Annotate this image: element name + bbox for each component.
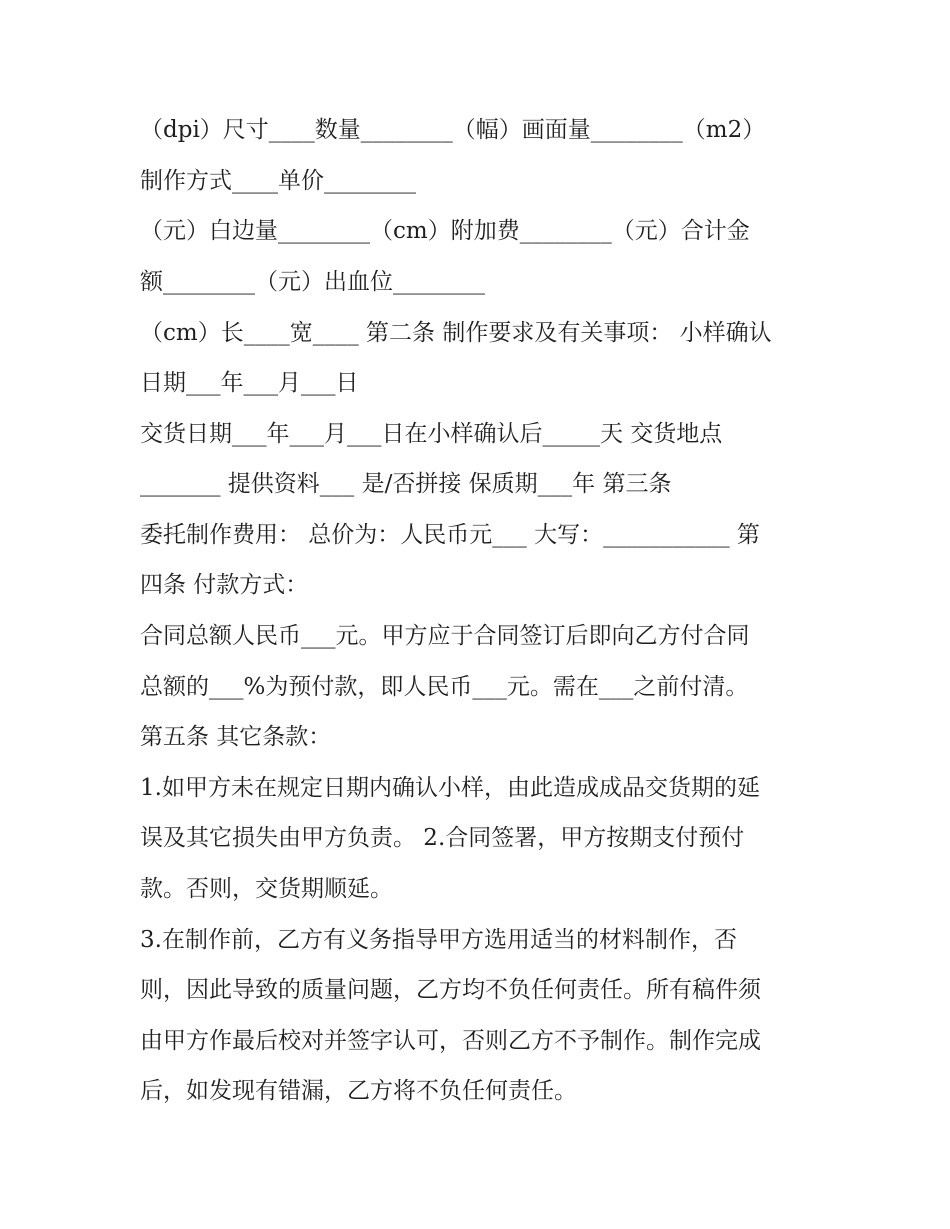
text-line-20: 后，如发现有错漏，乙方将不负任何责任。: [140, 1078, 577, 1104]
text-line-11: 合同总额人民币___元。甲方应于合同签订后即向乙方付合同: [140, 623, 750, 649]
text-line-14: 1.如甲方未在规定日期内确认小样，由此造成成品交货期的延: [140, 775, 760, 801]
text-line-3: （元）白边量________（cm）附加费________（元）合计金: [140, 218, 750, 244]
text-line-18: 则，因此导致的质量问题，乙方均不负任何责任。所有稿件须: [140, 977, 761, 1003]
text-line-1: （dpi）尺寸____数量________（幅）画面量________（m2）: [140, 117, 766, 143]
text-line-17: 3.在制作前，乙方有义务指导甲方选用适当的材料制作，否: [140, 927, 737, 953]
text-line-16: 款。否则，交货期顺延。: [140, 876, 393, 902]
text-line-4: 额________（元）出血位________: [140, 269, 485, 295]
text-line-6: 日期___年___月___日: [140, 370, 359, 396]
text-line-9: 委托制作费用： 总价为：人民币元___ 大写：___________ 第: [140, 522, 760, 548]
text-line-8: _______ 提供资料___ 是/否拼接 保质期___年 第三条: [140, 471, 672, 497]
text-line-10: 四条 付款方式：: [140, 572, 309, 598]
text-line-7: 交货日期___年___月___日在小样确认后_____天 交货地点: [140, 421, 723, 447]
text-line-19: 由甲方作最后校对并签字认可，否则乙方不予制作。制作完成: [140, 1028, 761, 1054]
text-line-5: （cm）长____宽____ 第二条 制作要求及有关事项： 小样确认: [140, 320, 772, 346]
text-line-15: 误及其它损失由甲方负责。 2.合同签署，甲方按期支付预付: [140, 825, 745, 851]
text-line-2: 制作方式____单价________: [140, 168, 416, 194]
text-line-13: 第五条 其它条款：: [140, 724, 332, 750]
text-line-12: 总额的___%为预付款，即人民币___元。需在___之前付清。: [140, 674, 749, 700]
